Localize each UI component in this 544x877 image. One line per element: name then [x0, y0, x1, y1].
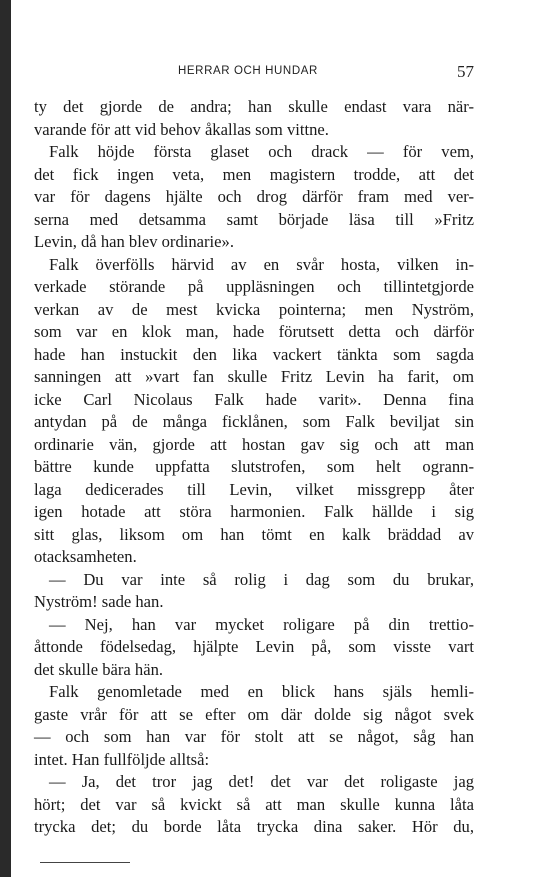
text-line: trycka det; du borde låta trycka dina saker. Hör du,	[34, 817, 474, 836]
text-line: som var en klok man, hade förutsett detta och därför	[34, 322, 474, 341]
text-line: sitt glas, liksom om han tömt en kalk bräddad av	[34, 524, 474, 544]
text-line: åttonde födelsedag, hjälpte Levin på, som visste vart	[34, 637, 474, 656]
text-line: Levin, då han blev ordinarie».	[34, 232, 234, 251]
scan-left-edge	[0, 0, 11, 877]
text-line: gaste vrår för att se efter om där dolde sig något svek	[34, 704, 474, 724]
text-line: Falk överfölls härvid av en svår hosta, vilken in-	[49, 254, 474, 274]
text-line: Nyström! sade han.	[34, 592, 164, 611]
text-line: — Du var inte så rolig i dag som du brukar,	[49, 569, 474, 589]
text-line: ty det gjorde de andra; han skulle endast vara när-	[34, 97, 474, 116]
text-line: antydan på de många ficklånen, som Falk beviljat sin	[34, 412, 474, 431]
text-line: verkade störande på uppläsningen och tillintetgjorde	[34, 277, 474, 296]
text-line: Falk genomletade med en blick hans själs hemli-	[49, 682, 474, 701]
text-line: — Nej, han var mycket roligare på din trettio-	[49, 614, 474, 634]
text-line: ordinarie vän, gjorde att hostan gav sig och att man	[34, 434, 474, 454]
text-line: — och som han var för stolt att se något, såg han	[34, 727, 474, 746]
page-header	[44, 62, 474, 82]
text-line: intet. Han fullföljde alltså:	[34, 749, 210, 769]
text-line: det fick ingen veta, men magistern trodde, att det	[34, 164, 474, 184]
text-line: det skulle bära hän.	[34, 659, 164, 679]
text-line: — Ja, det tror jag det! det var det roligaste jag	[49, 772, 474, 791]
text-line: serna med detsamma samt började läsa till »Fritz	[34, 209, 474, 229]
text-line: hört; det var så kvickt så att man skulle kunna låta	[34, 794, 474, 814]
page-number: 57	[457, 62, 474, 81]
text-line: igen hotade att störa harmonien. Falk hällde i sig	[34, 502, 474, 521]
text-line: laga dedicerades till Levin, vilket missgrepp åter	[34, 479, 474, 499]
text-line: icke Carl Nicolaus Falk hade varit». Denna fina	[34, 389, 474, 409]
text-line: verkan av de mest kvicka pointerna; men Nyström,	[34, 299, 474, 319]
running-head: HERRAR OCH HUNDAR	[178, 65, 318, 77]
body-text	[34, 96, 474, 839]
text-line: sanningen att »vart fan skulle Fritz Levin ha farit, om	[34, 367, 474, 386]
text-line: Falk höjde första glaset och drack — för vem,	[49, 142, 474, 161]
text-line: var för dagens hjälte och drog därför fram med ver-	[34, 187, 474, 206]
text-line: varande för att vid behov åkallas som vittne.	[34, 119, 329, 139]
bottom-edge-mark	[40, 862, 130, 863]
text-line: otacksamheten.	[34, 547, 137, 566]
text-line: bättre kunde uppfatta slutstrofen, som helt ogrann-	[34, 457, 474, 476]
text-line: hade han instuckit den lika vackert tänkta som sagda	[34, 344, 474, 364]
